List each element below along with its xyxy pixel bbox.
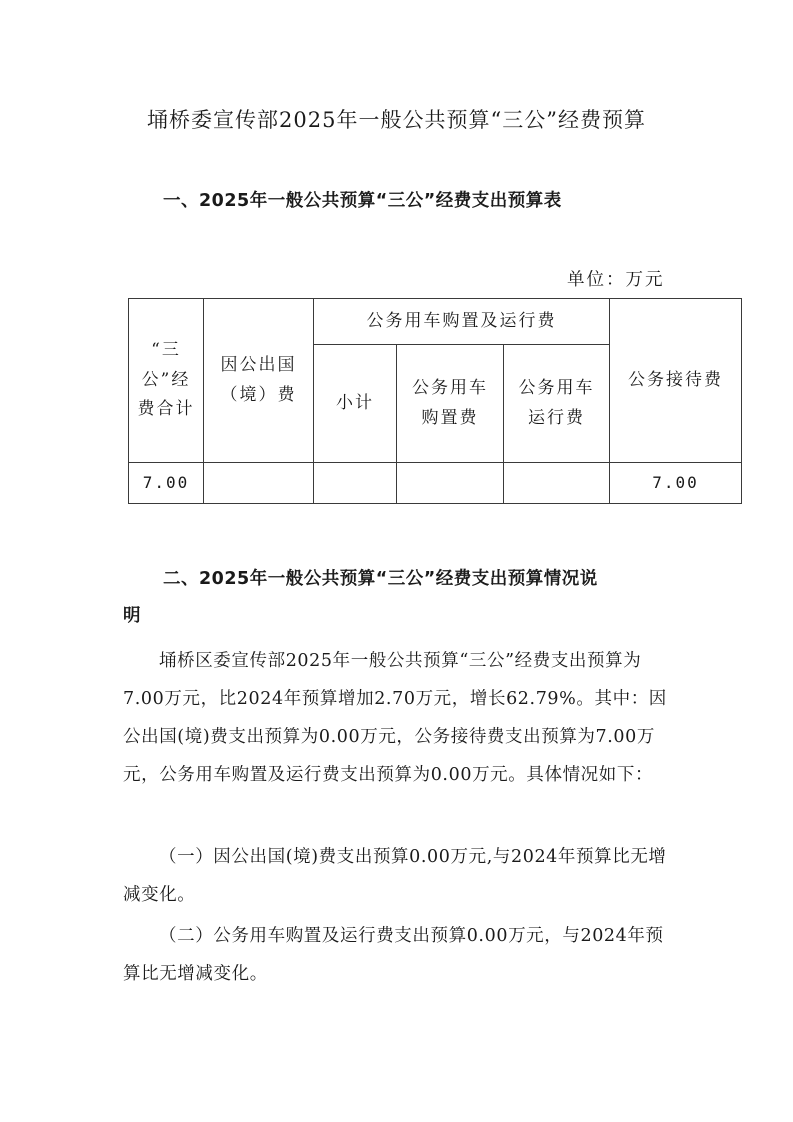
section-1-heading: 一、2025年一般公共预算“三公”经费支出预算表 — [163, 191, 562, 211]
paragraph-abroad — [123, 838, 678, 914]
header-vehicle-purchase: 公务用车购置费 — [397, 345, 504, 463]
unit-label: 单位：万元 — [567, 270, 665, 290]
cell-total: 7.00 — [129, 463, 204, 504]
cell-vehicle-purchase — [397, 463, 504, 504]
cell-abroad — [204, 463, 314, 504]
header-subtotal: 小计 — [314, 345, 397, 463]
table-row — [129, 463, 742, 504]
cell-reception: 7.00 — [610, 463, 742, 504]
paragraph-summary-text: 埇桥区委宣传部2025年一般公共预算“三公”经费支出预算为7.00万元，比2024年预算增加2.70万元，增长62.79%。其中：因公出国(境)费支出预算为0.00万元，公务接待费支出预算为7.00万元，公务用车购置及运行费支出预算为0.00万元。具体情况如下： — [123, 651, 667, 785]
section-2-heading-continued: 明 — [123, 606, 141, 626]
paragraph-vehicle-text: （二）公务用车购置及运行费支出预算0.00万元，与2024年预算比无增减变化。 — [123, 926, 664, 984]
cell-subtotal — [314, 463, 397, 504]
header-vehicle-group: 公务用车购置及运行费 — [314, 299, 610, 345]
header-reception: 公务接待费 — [610, 299, 742, 463]
header-total: “三公”经费合计 — [129, 299, 204, 463]
document-title: 埇桥委宣传部2025年一般公共预算“三公”经费预算 — [147, 108, 646, 132]
paragraph-vehicle — [123, 917, 678, 993]
paragraph-abroad-text: （一）因公出国(境)费支出预算0.00万元,与2024年预算比无增减变化。 — [123, 847, 667, 905]
cell-vehicle-operation — [504, 463, 610, 504]
paragraph-summary — [123, 642, 678, 794]
budget-table — [128, 298, 742, 504]
table-header-row — [129, 299, 742, 345]
header-vehicle-operation: 公务用车运行费 — [504, 345, 610, 463]
section-2-heading: 二、2025年一般公共预算“三公”经费支出预算情况说 — [163, 569, 598, 589]
header-abroad: 因公出国（境）费 — [204, 299, 314, 463]
